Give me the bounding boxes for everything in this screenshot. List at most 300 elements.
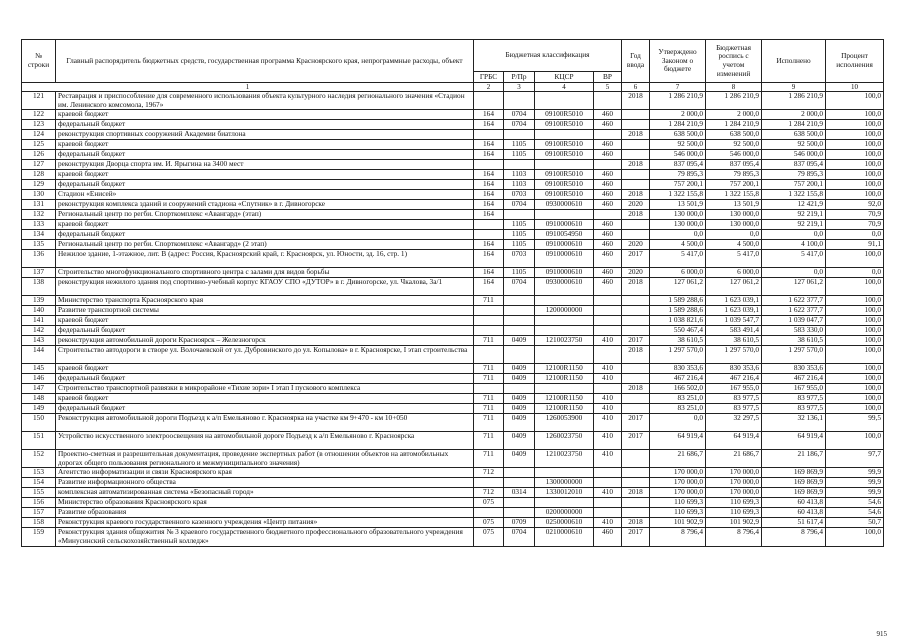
kcsr-code: 0910054950 <box>535 230 594 240</box>
year-value: 2017 <box>622 336 650 346</box>
rospis-value: 1 623 039,1 <box>706 296 762 306</box>
row-number: 124 <box>22 130 56 140</box>
vr-code: 460 <box>594 240 622 250</box>
item-name: Реконструкция краевого государственного казенного учреждения «Центр питания» <box>56 518 474 528</box>
percent-value: 100,0 <box>826 384 884 394</box>
table-body <box>22 92 884 547</box>
item-name: Министерство транспорта Красноярского края <box>56 296 474 306</box>
grbs-code <box>474 316 504 326</box>
table-row <box>22 110 884 120</box>
percent-value: 92,0 <box>826 200 884 210</box>
approved-value: 1 297 570,0 <box>650 346 706 364</box>
kcsr-code: 0210000610 <box>535 528 594 546</box>
approved-value: 1 286 210,9 <box>650 92 706 110</box>
executed-value: 1 622 377,7 <box>762 296 826 306</box>
row-number: 154 <box>22 478 56 488</box>
grbs-code: 164 <box>474 140 504 150</box>
year-value <box>622 508 650 518</box>
year-value <box>622 296 650 306</box>
table-row <box>22 450 884 468</box>
item-name: реконструкция Дворца спорта им. И. Ярыгина на 3400 мест <box>56 160 474 170</box>
executed-value: 60 413,8 <box>762 508 826 518</box>
grbs-code <box>474 306 504 316</box>
executed-value: 83 977,5 <box>762 394 826 404</box>
approved-value: 38 610,5 <box>650 336 706 346</box>
rpr-code: 0409 <box>504 450 535 468</box>
vr-code: 410 <box>594 404 622 414</box>
year-value <box>622 404 650 414</box>
kcsr-code: 12100R1150 <box>535 364 594 374</box>
item-name: комплексная автоматизированная система «Безопасный город» <box>56 488 474 498</box>
rospis-value: 1 297 570,0 <box>706 346 762 364</box>
year-value <box>622 180 650 190</box>
year-value: 2018 <box>622 210 650 220</box>
kcsr-code: 1300000000 <box>535 478 594 488</box>
year-value: 2020 <box>622 240 650 250</box>
percent-value: 91,1 <box>826 240 884 250</box>
item-name: краевой бюджет <box>56 364 474 374</box>
rpr-code <box>504 468 535 478</box>
rospis-value: 1 284 210,9 <box>706 120 762 130</box>
header-percent: Процент исполнения <box>826 40 884 83</box>
executed-value: 1 286 210,9 <box>762 92 826 110</box>
grbs-code: 711 <box>474 374 504 384</box>
percent-value: 100,0 <box>826 250 884 268</box>
vr-code: 410 <box>594 414 622 432</box>
item-name: Региональный центр по регби. Спорткомплекс «Авангард» (2 этап) <box>56 240 474 250</box>
rpr-code: 0409 <box>504 394 535 404</box>
percent-value: 100,0 <box>826 92 884 110</box>
rospis-value: 21 686,7 <box>706 450 762 468</box>
row-number: 157 <box>22 508 56 518</box>
table-row <box>22 364 884 374</box>
table-row <box>22 498 884 508</box>
percent-value: 100,0 <box>826 374 884 384</box>
kcsr-code: 09100R5010 <box>535 190 594 200</box>
executed-value: 38 610,5 <box>762 336 826 346</box>
rpr-code: 0709 <box>504 518 535 528</box>
item-name: Стадион «Енисей» <box>56 190 474 200</box>
kcsr-code: 1330012010 <box>535 488 594 498</box>
row-number: 136 <box>22 250 56 268</box>
budget-table <box>21 39 884 547</box>
year-value <box>622 306 650 316</box>
vr-code: 410 <box>594 394 622 404</box>
percent-value: 70,9 <box>826 210 884 220</box>
row-number: 134 <box>22 230 56 240</box>
grbs-code <box>474 478 504 488</box>
rpr-code: 1103 <box>504 180 535 190</box>
vr-code: 460 <box>594 230 622 240</box>
approved-value: 546 000,0 <box>650 150 706 160</box>
percent-value: 100,0 <box>826 180 884 190</box>
kcsr-code: 1260053900 <box>535 414 594 432</box>
row-number: 156 <box>22 498 56 508</box>
year-value: 2020 <box>622 200 650 210</box>
rospis-value: 546 000,0 <box>706 150 762 160</box>
executed-value: 757 200,1 <box>762 180 826 190</box>
item-name: федеральный бюджет <box>56 374 474 384</box>
approved-value: 550 467,4 <box>650 326 706 336</box>
rospis-value: 79 895,3 <box>706 170 762 180</box>
vr-code: 460 <box>594 140 622 150</box>
rpr-code <box>504 130 535 140</box>
grbs-code: 075 <box>474 498 504 508</box>
executed-value: 83 977,5 <box>762 404 826 414</box>
rospis-value: 101 902,9 <box>706 518 762 528</box>
item-name: федеральный бюджет <box>56 404 474 414</box>
rpr-code <box>504 160 535 170</box>
vr-code <box>594 92 622 110</box>
page-number: 915 <box>876 630 887 638</box>
year-value: 2018 <box>622 278 650 296</box>
rospis-value: 1 322 155,8 <box>706 190 762 200</box>
rospis-value: 757 200,1 <box>706 180 762 190</box>
approved-value: 0,0 <box>650 230 706 240</box>
vr-code <box>594 326 622 336</box>
kcsr-code: 1200000000 <box>535 306 594 316</box>
percent-value: 100,0 <box>826 110 884 120</box>
table-row <box>22 268 884 278</box>
header-kcsr: КЦСР <box>535 72 594 83</box>
table-row <box>22 488 884 498</box>
item-name: краевой бюджет <box>56 110 474 120</box>
grbs-code <box>474 130 504 140</box>
row-number: 141 <box>22 316 56 326</box>
rpr-code: 0314 <box>504 488 535 498</box>
year-value: 2018 <box>622 384 650 394</box>
rospis-value: 64 919,4 <box>706 432 762 450</box>
table-row <box>22 508 884 518</box>
executed-value: 0,0 <box>762 230 826 240</box>
item-name: Устройство искусственного электроосвещения на автомобильной дороге Подъезд к а/п Емельяново г. Красноярска <box>56 432 474 450</box>
executed-value: 1 622 377,7 <box>762 306 826 316</box>
approved-value: 8 796,4 <box>650 528 706 546</box>
rospis-value: 6 000,0 <box>706 268 762 278</box>
vr-code: 410 <box>594 336 622 346</box>
year-value <box>622 478 650 488</box>
rpr-code <box>504 92 535 110</box>
vr-code <box>594 384 622 394</box>
rospis-value: 1 623 039,1 <box>706 306 762 316</box>
approved-value: 13 501,9 <box>650 200 706 210</box>
vr-code: 460 <box>594 180 622 190</box>
grbs-code: 164 <box>474 278 504 296</box>
table-row <box>22 336 884 346</box>
executed-value: 1 284 210,9 <box>762 120 826 130</box>
row-number: 123 <box>22 120 56 130</box>
percent-value: 99,5 <box>826 414 884 432</box>
item-name: Реставрация и приспособление для современного использования объекта культурного наследия регионального значения «Стадион им. Ленинского комсомола, 1967» <box>56 92 474 110</box>
item-name: федеральный бюджет <box>56 230 474 240</box>
executed-value: 167 955,0 <box>762 384 826 394</box>
row-number: 142 <box>22 326 56 336</box>
item-name: федеральный бюджет <box>56 150 474 160</box>
executed-value: 169 869,9 <box>762 468 826 478</box>
approved-value: 2 000,0 <box>650 110 706 120</box>
grbs-code: 711 <box>474 432 504 450</box>
grbs-code: 711 <box>474 336 504 346</box>
item-name: краевой бюджет <box>56 394 474 404</box>
kcsr-code: 1210023750 <box>535 336 594 346</box>
vr-code <box>594 130 622 140</box>
grbs-code: 164 <box>474 210 504 220</box>
approved-value: 1 589 288,6 <box>650 306 706 316</box>
header-rospis: Бюджетная роспись с учетом изменений <box>706 40 762 83</box>
rospis-value: 83 977,5 <box>706 404 762 414</box>
column-number-row <box>22 83 884 92</box>
year-value: 2017 <box>622 250 650 268</box>
rpr-code: 0704 <box>504 200 535 210</box>
kcsr-code: 09100R5010 <box>535 110 594 120</box>
table-row <box>22 374 884 384</box>
kcsr-code: 0910000610 <box>535 250 594 268</box>
kcsr-code <box>535 296 594 306</box>
table-row <box>22 250 884 268</box>
approved-value: 110 699,3 <box>650 508 706 518</box>
table-row <box>22 384 884 394</box>
year-value <box>622 364 650 374</box>
grbs-code <box>474 384 504 394</box>
percent-value: 100,0 <box>826 190 884 200</box>
rospis-value: 1 286 210,9 <box>706 92 762 110</box>
grbs-code <box>474 508 504 518</box>
table-row <box>22 468 884 478</box>
rpr-code <box>504 306 535 316</box>
percent-value: 97,7 <box>826 450 884 468</box>
percent-value: 99,9 <box>826 478 884 488</box>
item-name: краевой бюджет <box>56 316 474 326</box>
vr-code: 460 <box>594 220 622 230</box>
rospis-value: 83 977,5 <box>706 394 762 404</box>
year-value: 2018 <box>622 130 650 140</box>
rospis-value: 38 610,5 <box>706 336 762 346</box>
grbs-code <box>474 220 504 230</box>
year-value <box>622 140 650 150</box>
item-name: реконструкция комплекса зданий и сооружений стадиона «Спутник» в г. Дивногорске <box>56 200 474 210</box>
item-name: федеральный бюджет <box>56 326 474 336</box>
kcsr-code: 09100R5010 <box>535 140 594 150</box>
executed-value: 2 000,0 <box>762 110 826 120</box>
year-value: 2018 <box>622 160 650 170</box>
grbs-code: 711 <box>474 296 504 306</box>
grbs-code: 711 <box>474 364 504 374</box>
approved-value: 1 284 210,9 <box>650 120 706 130</box>
year-value: 2017 <box>622 528 650 546</box>
table-row <box>22 306 884 316</box>
rpr-code: 0409 <box>504 414 535 432</box>
kcsr-code <box>535 346 594 364</box>
approved-value: 757 200,1 <box>650 180 706 190</box>
grbs-code: 164 <box>474 110 504 120</box>
percent-value: 99,9 <box>826 468 884 478</box>
year-value <box>622 326 650 336</box>
approved-value: 130 000,0 <box>650 210 706 220</box>
row-number: 139 <box>22 296 56 306</box>
row-number: 148 <box>22 394 56 404</box>
grbs-code: 711 <box>474 450 504 468</box>
rpr-code <box>504 384 535 394</box>
vr-code: 460 <box>594 110 622 120</box>
kcsr-code: 12100R1150 <box>535 394 594 404</box>
executed-value: 1 297 570,0 <box>762 346 826 364</box>
year-value: 2018 <box>622 488 650 498</box>
rpr-code: 0704 <box>504 120 535 130</box>
approved-value: 638 500,0 <box>650 130 706 140</box>
year-value <box>622 120 650 130</box>
table-row <box>22 160 884 170</box>
year-value: 2017 <box>622 432 650 450</box>
rpr-code: 0704 <box>504 278 535 296</box>
item-name: Реконструкция автомобильной дороги Подъезд к а/п Емельяново г. Красноярка на участке км 9+470 - км 10+050 <box>56 414 474 432</box>
percent-value: 100,0 <box>826 346 884 364</box>
approved-value: 166 502,0 <box>650 384 706 394</box>
row-number: 140 <box>22 306 56 316</box>
percent-value: 50,7 <box>826 518 884 528</box>
table-row <box>22 170 884 180</box>
row-number: 121 <box>22 92 56 110</box>
kcsr-code: 09100R5010 <box>535 180 594 190</box>
year-value <box>622 450 650 468</box>
item-name: Агентство информатизации и связи Красноярского края <box>56 468 474 478</box>
rospis-value: 130 000,0 <box>706 210 762 220</box>
column-number: 6 <box>622 83 650 92</box>
executed-value: 583 330,0 <box>762 326 826 336</box>
kcsr-code <box>535 498 594 508</box>
kcsr-code <box>535 326 594 336</box>
item-name: Министерство образования Красноярского края <box>56 498 474 508</box>
executed-value: 638 500,0 <box>762 130 826 140</box>
rospis-value: 830 353,6 <box>706 364 762 374</box>
percent-value: 100,0 <box>826 150 884 160</box>
rospis-value: 127 061,2 <box>706 278 762 296</box>
header-vr: ВР <box>594 72 622 83</box>
table-row <box>22 180 884 190</box>
header-rpr: Р/Пр <box>504 72 535 83</box>
item-name: реконструкция автомобильной дороги Красноярск – Железногорск <box>56 336 474 346</box>
year-value: 2020 <box>622 268 650 278</box>
rpr-code <box>504 316 535 326</box>
item-name: федеральный бюджет <box>56 120 474 130</box>
rospis-value: 638 500,0 <box>706 130 762 140</box>
column-number: 4 <box>535 83 594 92</box>
table-row <box>22 414 884 432</box>
percent-value: 0,0 <box>826 230 884 240</box>
vr-code: 460 <box>594 170 622 180</box>
grbs-code: 712 <box>474 488 504 498</box>
column-number: 8 <box>706 83 762 92</box>
percent-value: 100,0 <box>826 432 884 450</box>
rpr-code: 0409 <box>504 404 535 414</box>
kcsr-code: 1260023750 <box>535 432 594 450</box>
rospis-value: 4 500,0 <box>706 240 762 250</box>
percent-value: 99,9 <box>826 488 884 498</box>
year-value: 2018 <box>622 518 650 528</box>
approved-value: 79 895,3 <box>650 170 706 180</box>
vr-code <box>594 316 622 326</box>
table-row <box>22 230 884 240</box>
percent-value: 100,0 <box>826 278 884 296</box>
approved-value: 130 000,0 <box>650 220 706 230</box>
executed-value: 127 061,2 <box>762 278 826 296</box>
executed-value: 12 421,9 <box>762 200 826 210</box>
rpr-code: 1105 <box>504 220 535 230</box>
rpr-code: 1105 <box>504 240 535 250</box>
year-value <box>622 170 650 180</box>
rospis-value: 170 000,0 <box>706 468 762 478</box>
grbs-code: 711 <box>474 404 504 414</box>
grbs-code: 164 <box>474 190 504 200</box>
executed-value: 32 136,1 <box>762 414 826 432</box>
rpr-code <box>504 478 535 488</box>
table-row <box>22 200 884 210</box>
approved-value: 101 902,9 <box>650 518 706 528</box>
vr-code: 460 <box>594 278 622 296</box>
kcsr-code: 0910000610 <box>535 240 594 250</box>
vr-code <box>594 508 622 518</box>
kcsr-code: 0930000610 <box>535 278 594 296</box>
executed-value: 1 322 155,8 <box>762 190 826 200</box>
approved-value: 110 699,3 <box>650 498 706 508</box>
year-value <box>622 498 650 508</box>
executed-value: 92 219,1 <box>762 210 826 220</box>
kcsr-code <box>535 468 594 478</box>
header-budget-classification: Бюджетная классификация <box>474 40 622 72</box>
vr-code <box>594 498 622 508</box>
vr-code: 460 <box>594 150 622 160</box>
vr-code: 460 <box>594 120 622 130</box>
rospis-value: 167 955,0 <box>706 384 762 394</box>
percent-value: 100,0 <box>826 120 884 130</box>
vr-code: 410 <box>594 450 622 468</box>
percent-value: 100,0 <box>826 160 884 170</box>
rpr-code: 0409 <box>504 432 535 450</box>
item-name: Развитие транспортной системы <box>56 306 474 316</box>
grbs-code <box>474 346 504 364</box>
row-number: 135 <box>22 240 56 250</box>
grbs-code: 075 <box>474 518 504 528</box>
executed-value: 79 895,3 <box>762 170 826 180</box>
rpr-code <box>504 346 535 364</box>
rpr-code <box>504 498 535 508</box>
approved-value: 64 919,4 <box>650 432 706 450</box>
rospis-value: 170 000,0 <box>706 488 762 498</box>
percent-value: 100,0 <box>826 306 884 316</box>
rospis-value: 837 095,4 <box>706 160 762 170</box>
rpr-code: 0409 <box>504 364 535 374</box>
item-name: федеральный бюджет <box>56 180 474 190</box>
executed-value: 60 413,8 <box>762 498 826 508</box>
column-number: 5 <box>594 83 622 92</box>
approved-value: 0,0 <box>650 414 706 432</box>
year-value: 2018 <box>622 190 650 200</box>
rpr-code <box>504 296 535 306</box>
rpr-code: 1105 <box>504 268 535 278</box>
rpr-code: 1105 <box>504 140 535 150</box>
approved-value: 5 417,0 <box>650 250 706 268</box>
vr-code: 410 <box>594 488 622 498</box>
table-row <box>22 130 884 140</box>
rpr-code: 0409 <box>504 374 535 384</box>
rospis-value: 5 417,0 <box>706 250 762 268</box>
item-name: Развитие информационного общества <box>56 478 474 488</box>
executed-value: 21 186,7 <box>762 450 826 468</box>
percent-value: 100,0 <box>826 326 884 336</box>
kcsr-code: 0910000610 <box>535 220 594 230</box>
rpr-code: 1105 <box>504 230 535 240</box>
year-value <box>622 316 650 326</box>
executed-value: 92 500,0 <box>762 140 826 150</box>
